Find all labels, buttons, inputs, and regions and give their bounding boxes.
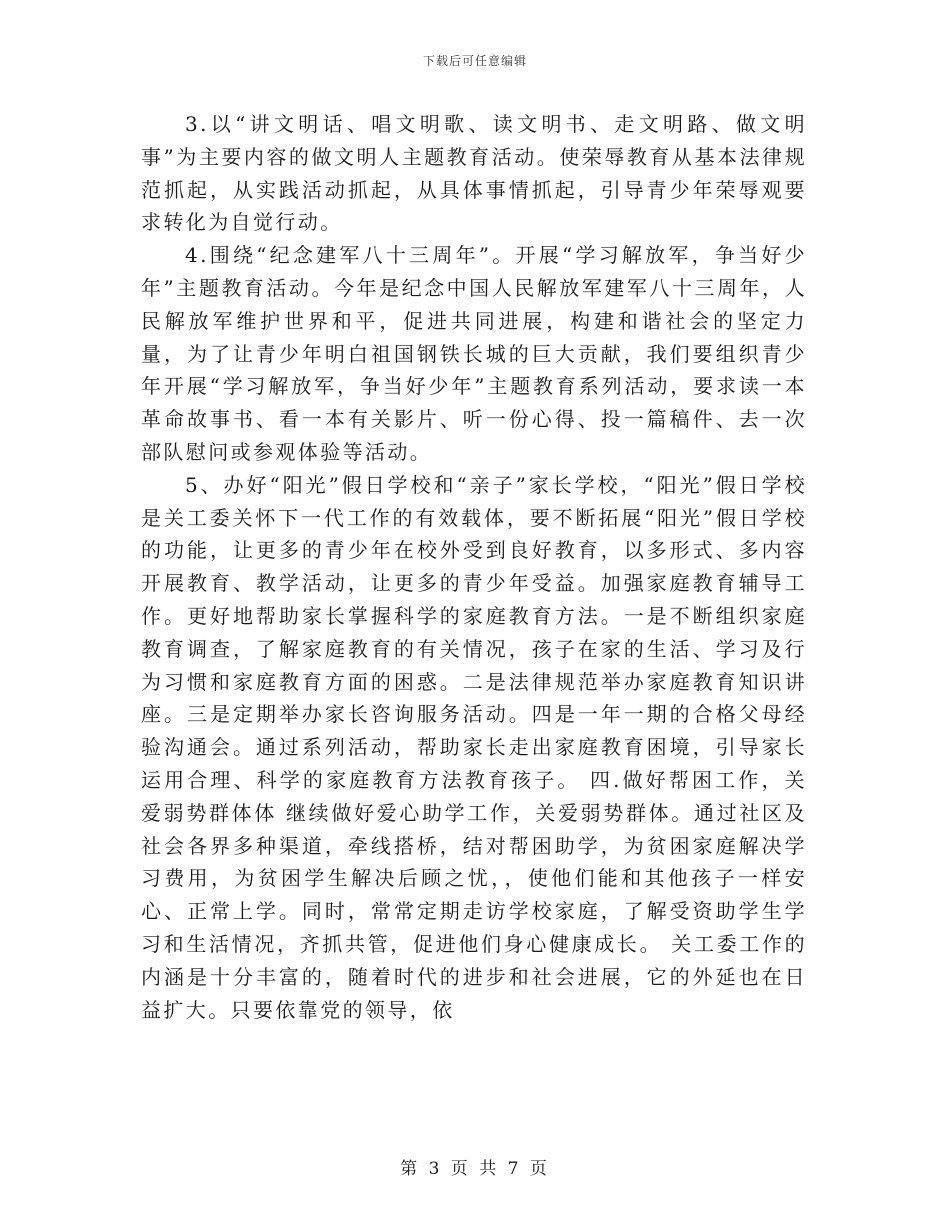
- body-text: [141, 108, 807, 1026]
- paragraph-item-4: 4.围绕“纪念建军八十三周年”。开展“学习解放军，争当好少年”主题教育活动。今年是纪念中国人民解放军建军八十三周年，人民解放军维护世界和平，促进共同进展，构建和谐社会的坚定力量，为了让青少年明白祖国钢铁长城的巨大贡献，我们要组织青少年开展“学习解放军，争当好少年”主题教育系列活动，要求读一本革命故事书、看一本有关影片、听一份心得、投一篇稿件、去一次部队慰问或参观体验等活动。: [141, 243, 807, 464]
- paragraph-item-3: 3.以“讲文明话、唱文明歌、读文明书、走文明路、做文明事”为主要内容的做文明人主题教育活动。使荣辱教育从基本法律规范抓起，从实践活动抓起，从具体事情抓起，引导青少年荣辱观要求转化为自觉行动。: [141, 112, 807, 235]
- paragraph-item-5: 5、办好“阳光”假日学校和“亲子”家长学校，“阳光”假日学校是关工委关怀下一代工作的有效载体，要不断拓展“阳光”假日学校的功能，让更多的青少年在校外受到良好教育，以多形式、多内容开展教育、教学活动，让更多的青少年受益。加强家庭教育辅导工作。更好地帮助家长掌握科学的家庭教育方法。一是不断组织家庭教育调查，了解家庭教育的有关情况，孩子在家的生活、学习及行为习惯和家庭教育方面的困惑。二是法律规范举办家庭教育知识讲座。三是定期举办家长咨询服务活动。四是一年一期的合格父母经验沟通会。通过系列活动，帮助家长走出家庭教育困境，引导家长运用合理、科学的家庭教育方法教育孩子。 四.做好帮困工作，关爱弱势群体体 继续做好爱心助学工作，关爱弱势群体。通过社区及社会各界多种渠道，牵线搭桥，结对帮困助学，为贫困家庭解决学习费用，为贫困学生解决后顾之忧，，使他们能和其他孩子一样安心、正常上学。同时，常常定期走访学校家庭，了解受资助学生学习和生活情况，齐抓共管，促进他们身心健康成长。 关工委工作的内涵是十分丰富的，随着时代的进步和社会进展，它的外延也在日益扩大。只要依靠党的领导，依: [141, 472, 807, 1022]
- page-header-note: 下载后可任意编辑: [422, 54, 527, 68]
- page-number: 第 3 页 共 7 页: [400, 1159, 550, 1179]
